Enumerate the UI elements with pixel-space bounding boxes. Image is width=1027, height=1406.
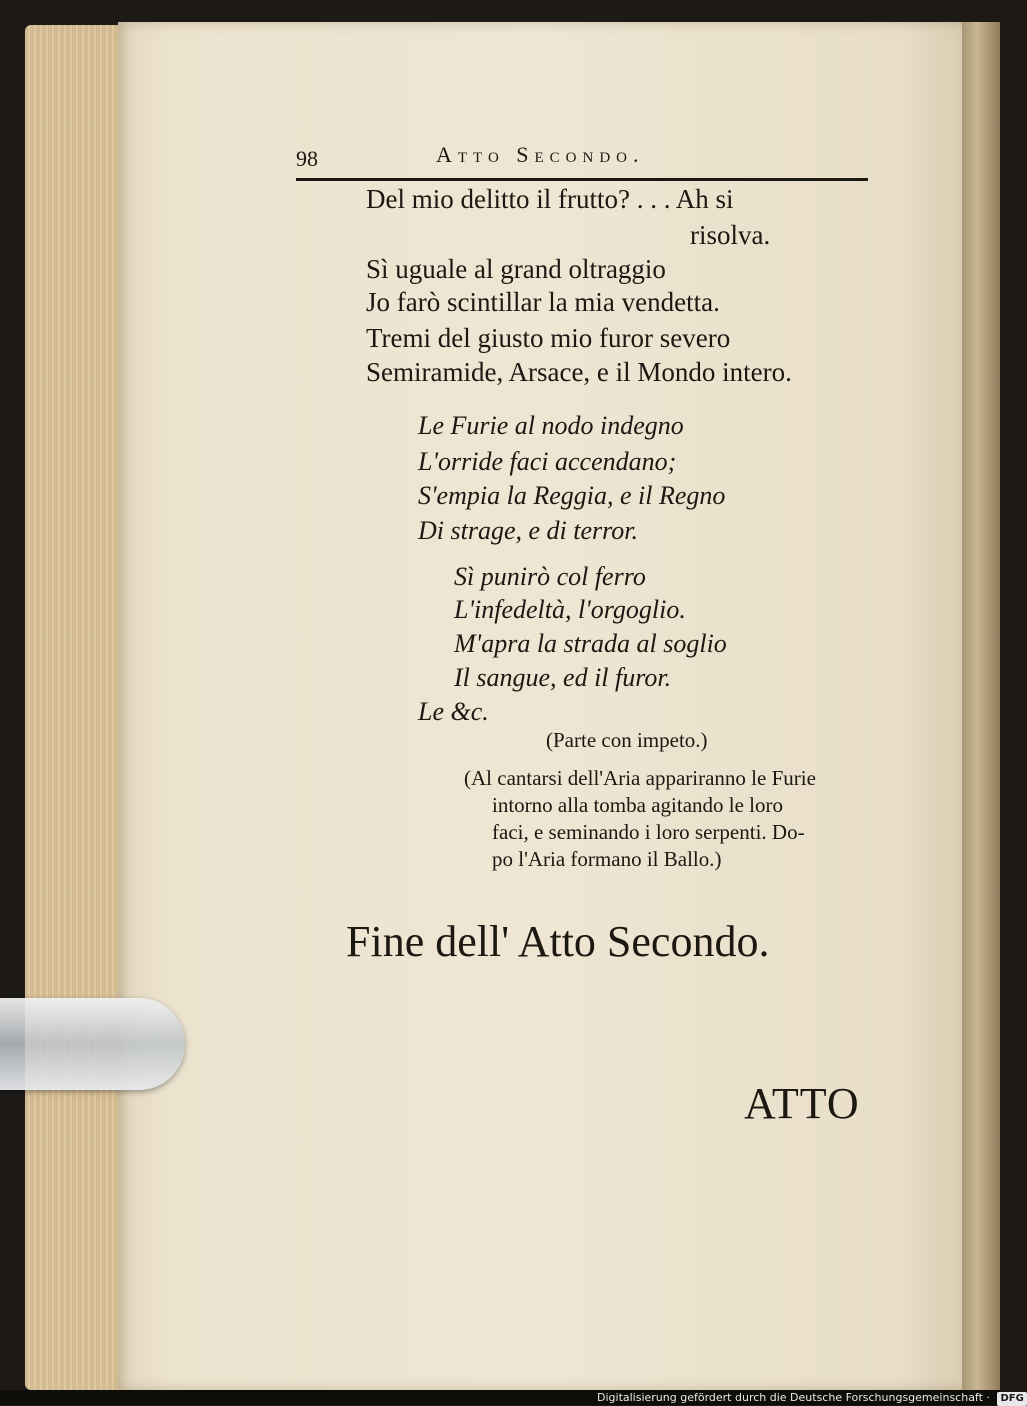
aria-line: Sì punirò col ferro [454, 562, 646, 591]
aria-line: Di strage, e di terror. [418, 516, 639, 545]
exit-direction: (Parte con impeto.) [546, 728, 708, 752]
catchword: ATTO [744, 1079, 860, 1128]
footer-credit: Digitalisierung gefördert durch die Deutsche Forschungsgemeinschaft [597, 1391, 983, 1404]
recitative-line: risolva. [690, 220, 771, 250]
footer-separator: · [986, 1391, 990, 1404]
recitative-line: Sì uguale al grand oltraggio [366, 254, 666, 284]
stage-direction-line: faci, e seminando i loro serpenti. Do- [492, 820, 805, 844]
stage-direction-line: (Al cantarsi dell'Aria appariranno le Furie [464, 766, 816, 790]
aria-line: L'orride faci accendano; [418, 447, 677, 476]
recitative-line: Semiramide, Arsace, e il Mondo intero. [366, 357, 792, 387]
aria-line: Le Furie al nodo indegno [418, 411, 684, 440]
running-head: Atto Secondo. [436, 142, 645, 167]
act-end-title: Fine dell' Atto Secondo. [346, 917, 770, 966]
book-right-edge [962, 22, 1000, 1390]
page-number: 98 [296, 146, 318, 171]
recitative-line: Tremi del giusto mio furor severo [366, 323, 731, 353]
header-rule [296, 178, 868, 181]
recitative-line: Jo farò scintillar la mia vendetta. [366, 287, 720, 317]
dfg-logo-icon: DFG [997, 1392, 1026, 1406]
recitative-line: Del mio delitto il frutto? . . . Ah si [366, 184, 734, 214]
book-page-edges [25, 25, 133, 1390]
scan-top-border [0, 0, 1000, 22]
aria-line: L'infedeltà, l'orgoglio. [454, 595, 686, 624]
footer [597, 1391, 1027, 1406]
aria-line: Il sangue, ed il furor. [454, 663, 672, 692]
stage-direction-line: po l'Aria formano il Ballo.) [492, 847, 722, 871]
page-holder-clip [0, 998, 185, 1090]
aria-line: M'apra la strada al soglio [454, 629, 727, 658]
aria-line: S'empia la Reggia, e il Regno [418, 481, 726, 510]
da-capo: Le &c. [418, 697, 489, 726]
stage-direction-line: intorno alla tomba agitando le loro [492, 793, 784, 817]
book-page [118, 22, 968, 1390]
